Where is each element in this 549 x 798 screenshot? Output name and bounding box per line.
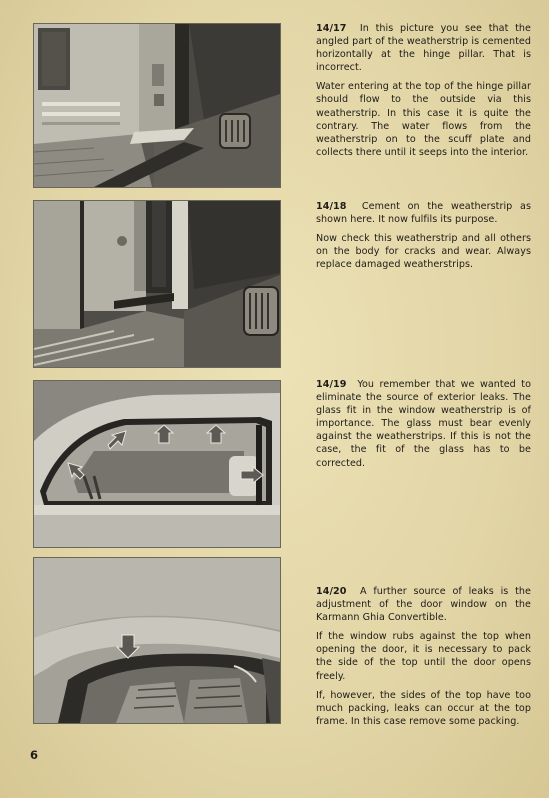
section-14-17-para-2: Water entering at the top of the hinge pillar should flow to the outside via this weatherstrip. In this case it is quite the contrary. The water flows from the weatherstrip on to the scuff plate and collects there until it seeps into the interior.	[316, 81, 531, 158]
section-14-17-text-1: In this picture you see that the angled part of the weatherstrip is cemented horizontally at the hinge pillar. That is incorrect.	[316, 23, 532, 74]
section-14-17	[316, 22, 531, 165]
photo-14-17-hinge-pillar-weatherstrip	[33, 23, 281, 188]
section-14-18-text-1: Cement on the weatherstrip as shown here. It now fulfils its purpose.	[316, 201, 532, 226]
photo-14-20-convertible-top	[33, 557, 281, 724]
section-14-17-number: 14/17	[316, 23, 347, 34]
section-14-18-para-1	[316, 200, 531, 226]
photo-14-19-window-glass-fit	[33, 380, 281, 548]
section-14-18	[316, 200, 531, 277]
page-number: 6	[30, 748, 39, 762]
section-14-19-number: 14/19	[316, 379, 347, 390]
section-14-18-number: 14/18	[316, 201, 347, 212]
section-14-17-para-1	[316, 22, 531, 74]
section-14-20-para-1	[316, 585, 531, 624]
section-14-19-text-1: You remember that we wanted to eliminate the source of exterior leaks. The glass fit in the window weatherstrip is of importance. The glass must bear evenly against the weatherstrips. If this is not the case, the fit of the glass has to be corrected.	[316, 379, 531, 469]
section-14-20-text-1: A further source of leaks is the adjustment of the door window on the Karmann Ghia Convertible.	[316, 586, 531, 624]
section-14-20-number: 14/20	[316, 586, 347, 597]
section-14-20	[316, 585, 531, 734]
section-14-19	[316, 378, 531, 476]
section-14-20-para-3: If, however, the sides of the top have too much packing, leaks can occur at the top frame. In this case remove some packing.	[316, 689, 531, 727]
photo-14-18-correct-weatherstrip	[33, 200, 281, 368]
section-14-20-para-2: If the window rubs against the top when opening the door, it is necessary to pack the side of the top until the door opens freely.	[316, 631, 531, 682]
section-14-18-para-2: Now check this weatherstrip and all others on the body for cracks and wear. Always replace damaged weatherstrips.	[316, 233, 531, 271]
section-14-19-para-1	[316, 378, 531, 470]
